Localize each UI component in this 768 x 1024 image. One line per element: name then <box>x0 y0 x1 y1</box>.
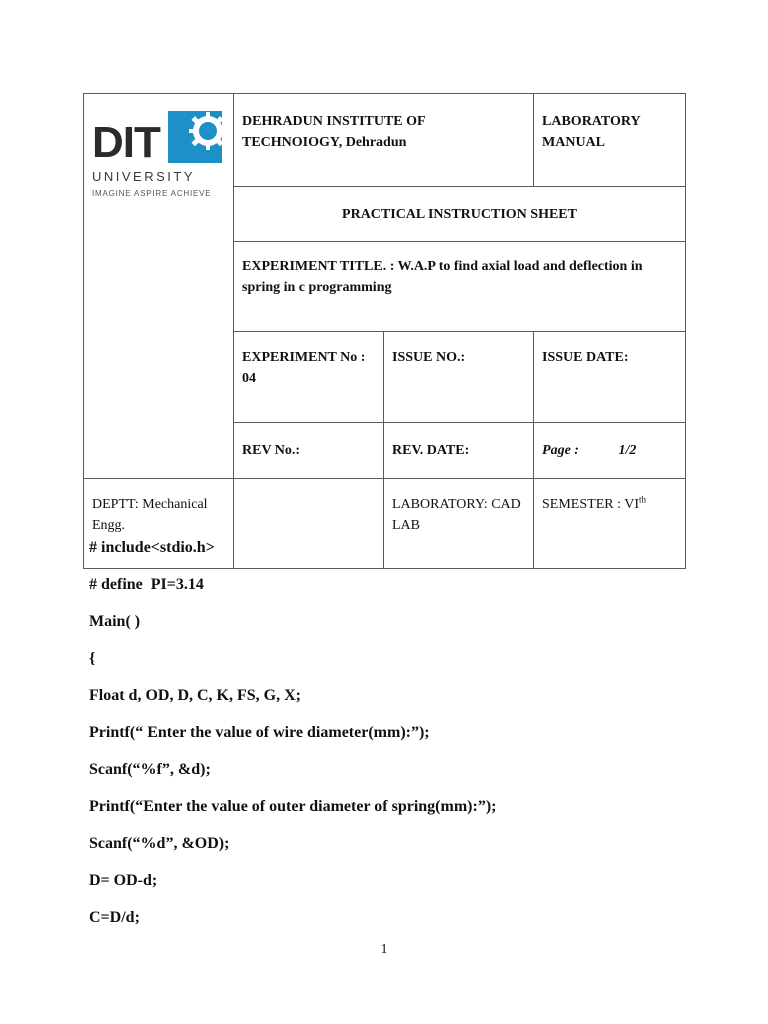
code-line: Printf(“Enter the value of outer diameter of spring(mm):”); <box>89 798 497 815</box>
code-line: Scanf(“%f”, &d); <box>89 761 211 778</box>
page-number: 1 <box>380 942 388 957</box>
code-listing <box>89 535 689 942</box>
logo-wordmark: DIT <box>92 118 160 167</box>
experiment-title: EXPERIMENT TITLE. : W.A.P to find axial load and deflection in spring in c programming <box>234 242 686 332</box>
sheet-title: PRACTICAL INSTRUCTION SHEET <box>234 187 686 242</box>
code-line: C=D/d; <box>89 909 140 926</box>
dit-logo <box>90 111 220 198</box>
issue-no: ISSUE NO.: <box>384 332 534 423</box>
logo-motto: IMAGINE ASPIRE ACHIEVE <box>92 189 212 198</box>
rev-date: REV. DATE: <box>384 423 534 479</box>
page-info <box>534 423 686 479</box>
code-line: Main( ) <box>89 613 141 630</box>
code-line: # include<stdio.h> <box>89 539 215 556</box>
gear-icon <box>168 111 222 163</box>
page-value: 1/2 <box>618 443 637 458</box>
laboratory: LABORATORY: CAD LAB <box>384 479 534 569</box>
header-table <box>83 93 686 569</box>
manual-label: LABORATORY MANUAL <box>534 94 686 187</box>
issue-date: ISSUE DATE: <box>534 332 686 423</box>
logo-cell <box>84 94 234 479</box>
experiment-no: EXPERIMENT No : 04 <box>234 332 384 423</box>
code-line: Printf(“ Enter the value of wire diameter(mm):”); <box>89 724 430 741</box>
semester: SEMESTER : VI <box>542 497 639 512</box>
page-label: Page : <box>542 443 579 458</box>
code-line: Float d, OD, D, C, K, FS, G, X; <box>89 687 301 704</box>
rev-no: REV No.: <box>234 423 384 479</box>
institute-name: DEHRADUN INSTITUTE OF TECHNOIOGY, Dehradun <box>234 94 534 187</box>
code-line: { <box>89 650 96 667</box>
code-line: Scanf(“%d”, &OD); <box>89 835 230 852</box>
code-line: # define PI=3.14 <box>89 576 204 593</box>
semester-superscript: th <box>639 494 647 505</box>
code-line: D= OD-d; <box>89 872 158 889</box>
department: DEPTT: Mechanical Engg. <box>84 479 234 569</box>
logo-university: UNIVERSITY <box>92 169 196 184</box>
